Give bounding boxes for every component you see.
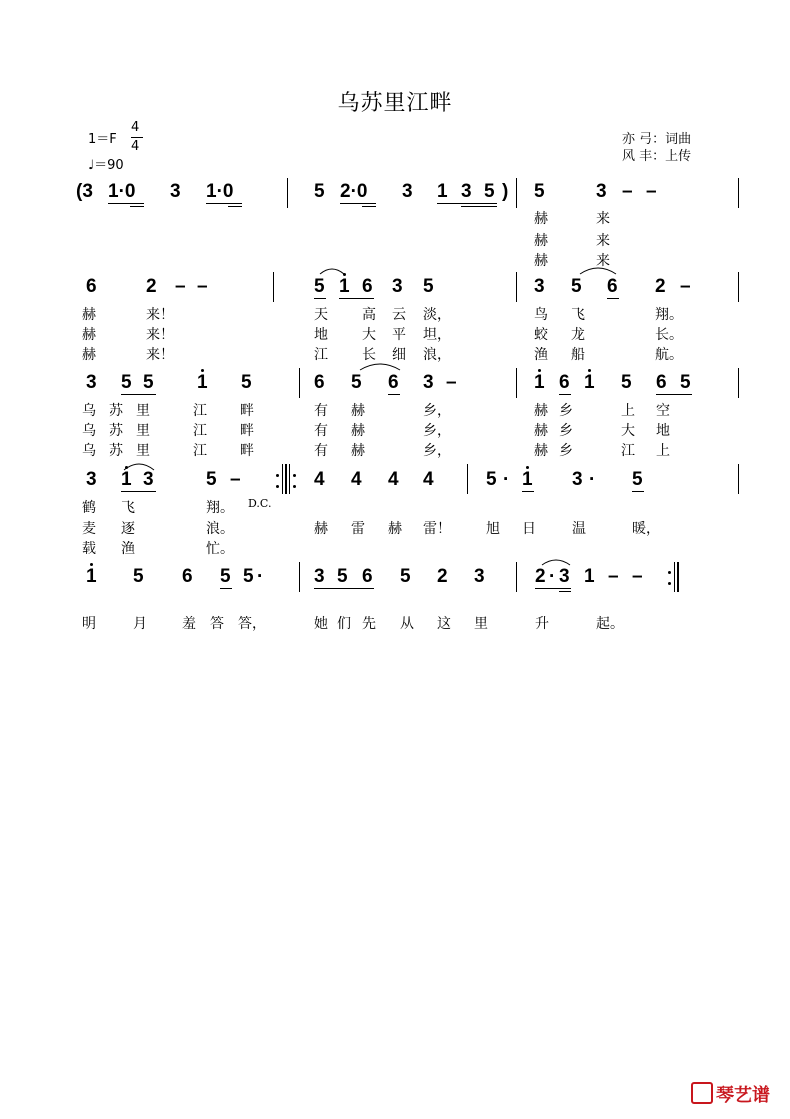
note: 6 — [388, 372, 399, 393]
underline — [228, 206, 242, 207]
time-signature-bottom: 4 — [131, 139, 140, 154]
lyric: 船 — [571, 347, 585, 363]
lyric: 有 — [314, 423, 328, 439]
site-logo[interactable] — [691, 1081, 770, 1107]
lyric: 大 — [362, 327, 376, 343]
dash: – — [632, 566, 643, 587]
barline — [282, 464, 283, 494]
lyric: 赫 — [534, 233, 548, 249]
lyric: 畔 — [240, 443, 254, 459]
note: 1·0 — [206, 181, 234, 202]
barline — [516, 178, 517, 208]
lyric: 这 — [437, 616, 451, 632]
lyric: 淡， — [423, 307, 451, 323]
lyric: 起。 — [596, 616, 624, 632]
underline — [607, 298, 619, 299]
high-octave-dot — [526, 466, 529, 469]
note: 5 — [243, 566, 254, 587]
dash: – — [646, 181, 657, 202]
underline — [559, 394, 571, 395]
lyric: 龙 — [571, 327, 585, 343]
lyric: 云 — [392, 307, 406, 323]
lyric: 翔。 — [655, 307, 683, 323]
lyric: 浪。 — [206, 521, 234, 537]
lyric: 翔。 — [206, 500, 234, 516]
lyric: 江 — [193, 443, 207, 459]
note: 3 — [402, 181, 413, 202]
lyric: 升 — [535, 616, 549, 632]
time-signature-top: 4 — [131, 120, 140, 135]
lyric: 乌 — [82, 403, 96, 419]
lyric: 赫 — [314, 521, 328, 537]
note: 6 — [656, 372, 667, 393]
barline-thick — [677, 562, 679, 592]
barline — [516, 368, 517, 398]
note: 3 — [314, 566, 325, 587]
dash: – — [622, 181, 633, 202]
high-octave-dot — [588, 369, 591, 372]
dash: – — [608, 566, 619, 587]
underline — [121, 491, 156, 492]
note: 3 — [143, 469, 154, 490]
lyric: 渔 — [534, 347, 548, 363]
lyric: 苏 — [109, 403, 123, 419]
note: 6 — [559, 372, 570, 393]
underline — [314, 298, 326, 299]
tempo-value: ＝90 — [94, 158, 124, 173]
note: 3 — [423, 372, 434, 393]
note: 4 — [351, 469, 362, 490]
lyric: 赫 — [534, 253, 548, 269]
underline — [206, 203, 242, 204]
note: 6 — [362, 276, 373, 297]
augmentation-dot: · — [503, 469, 510, 490]
lyric: 乡 — [559, 423, 573, 439]
note: 6 — [314, 372, 325, 393]
lyric: 地 — [314, 327, 328, 343]
note: 1 — [339, 276, 350, 297]
high-octave-dot — [201, 369, 204, 372]
lyric: 上 — [656, 443, 670, 459]
underline — [362, 206, 376, 207]
lyric: 飞 — [121, 500, 135, 516]
underline — [559, 591, 571, 592]
note: 3 — [572, 469, 583, 490]
underline — [314, 588, 374, 589]
underline — [108, 203, 144, 204]
barline — [299, 562, 300, 592]
note: 5 — [206, 469, 217, 490]
slur — [358, 358, 402, 372]
lyric: 大 — [621, 423, 635, 439]
underline — [461, 206, 497, 207]
note: 1 — [121, 469, 132, 490]
lyric: 细 — [392, 347, 406, 363]
lyric: 来 — [596, 211, 610, 227]
note: 3 — [534, 276, 545, 297]
logo-icon — [691, 1082, 713, 1104]
note: 5 — [621, 372, 632, 393]
lyric: 空 — [656, 403, 670, 419]
lyric: 江 — [314, 347, 328, 363]
note: (3 — [76, 181, 93, 202]
lyric: 乌 — [82, 443, 96, 459]
lyric: 鸟 — [534, 307, 548, 323]
note: 5 — [486, 469, 497, 490]
note: 6 — [607, 276, 618, 297]
credit-uploader: 风 丰：上传 — [622, 149, 692, 164]
lyric: 来！ — [146, 347, 174, 363]
lyric: 赫 — [534, 443, 548, 459]
note: 3 — [86, 469, 97, 490]
lyric: 月 — [133, 616, 147, 632]
dash: – — [197, 276, 208, 297]
logo-text: 琴艺谱 — [716, 1085, 770, 1106]
repeat-dot — [293, 474, 296, 477]
lyric: 来 — [596, 253, 610, 269]
note: 1 — [584, 372, 595, 393]
dash: – — [230, 469, 241, 490]
note: 5 — [121, 372, 132, 393]
barline — [273, 272, 274, 302]
dash: – — [446, 372, 457, 393]
underline — [535, 588, 571, 589]
note: 4 — [423, 469, 434, 490]
lyric: 航。 — [655, 347, 683, 363]
dash: – — [175, 276, 186, 297]
augmentation-dot: · — [257, 566, 264, 587]
lyric: 苏 — [109, 423, 123, 439]
lyric: 赫 — [534, 403, 548, 419]
paren: ) — [502, 181, 509, 202]
lyric: 江 — [621, 443, 635, 459]
note: 3 — [86, 372, 97, 393]
repeat-dot — [276, 485, 279, 488]
lyric: 乌 — [82, 423, 96, 439]
credit-composer: 亦 弓：词曲 — [622, 132, 692, 147]
note: 2 — [146, 276, 157, 297]
lyric: 暖， — [632, 521, 660, 537]
lyric: 来！ — [146, 327, 174, 343]
lyric: 上 — [621, 403, 635, 419]
lyric: 平 — [392, 327, 406, 343]
lyric: 赫 — [82, 307, 96, 323]
lyric: 长 — [362, 347, 376, 363]
repeat-dot — [276, 474, 279, 477]
lyric: 鹤 — [82, 500, 96, 516]
barline — [516, 272, 517, 302]
lyric: 赫 — [534, 211, 548, 227]
high-octave-dot — [538, 369, 541, 372]
note: 2·0 — [340, 181, 368, 202]
lyric: 乡， — [423, 443, 451, 459]
dc-marking: D.C. — [248, 497, 272, 510]
slur — [318, 264, 346, 276]
lyric: 先 — [362, 616, 376, 632]
lyric: 高 — [362, 307, 376, 323]
note: 4 — [388, 469, 399, 490]
lyric: 答， — [238, 616, 266, 632]
lyric: 里 — [136, 403, 150, 419]
barline — [674, 562, 675, 592]
note: 2 — [535, 566, 546, 587]
note: 5 — [423, 276, 434, 297]
repeat-dot — [668, 582, 671, 585]
note: 5 — [400, 566, 411, 587]
note: 3 — [596, 181, 607, 202]
underline — [522, 491, 534, 492]
lyric: 赫 — [351, 423, 365, 439]
lyric: 乡 — [559, 443, 573, 459]
note: 5 — [314, 276, 325, 297]
lyric: 日 — [522, 521, 536, 537]
lyric: 羞 — [182, 616, 196, 632]
note: 3 — [474, 566, 485, 587]
lyric: 江 — [193, 423, 207, 439]
repeat-dot — [668, 571, 671, 574]
underline — [656, 394, 692, 395]
note: 4 — [314, 469, 325, 490]
lyric: 乡， — [423, 423, 451, 439]
barline — [299, 368, 300, 398]
high-octave-dot — [125, 466, 128, 469]
barline — [738, 464, 739, 494]
key-signature: 1＝F — [88, 132, 117, 147]
note: 5 — [337, 566, 348, 587]
high-octave-dot — [90, 563, 93, 566]
lyric: 赫 — [534, 423, 548, 439]
underline — [339, 298, 374, 299]
lyric: 浪， — [423, 347, 451, 363]
underline — [388, 394, 400, 395]
barline — [287, 178, 288, 208]
repeat-dot — [293, 485, 296, 488]
lyric: 明 — [82, 616, 96, 632]
barline — [516, 562, 517, 592]
slur — [578, 262, 618, 276]
note: 1 — [197, 372, 208, 393]
note: 6 — [362, 566, 373, 587]
note: 1·0 — [108, 181, 136, 202]
note: 6 — [182, 566, 193, 587]
time-signature-line — [131, 137, 143, 138]
quarter-note-icon: ♩ — [88, 158, 95, 173]
song-title: 乌苏里江畔 — [337, 91, 453, 116]
note: 5 — [484, 181, 495, 202]
lyric: 赫 — [82, 347, 96, 363]
note: 5 — [351, 372, 362, 393]
lyric: 里 — [474, 616, 488, 632]
lyric: 乡， — [423, 403, 451, 419]
lyric: 江 — [193, 403, 207, 419]
lyric: 长。 — [655, 327, 683, 343]
lyric: 赫 — [351, 403, 365, 419]
augmentation-dot: · — [589, 469, 596, 490]
lyric: 旭 — [486, 521, 500, 537]
lyric: 赫 — [351, 443, 365, 459]
lyric: 温 — [572, 521, 586, 537]
note: 6 — [86, 276, 97, 297]
barline — [467, 464, 468, 494]
underline — [220, 588, 232, 589]
lyric: 有 — [314, 403, 328, 419]
lyric: 雷 — [351, 521, 365, 537]
note: 5 — [220, 566, 231, 587]
lyric: 来！ — [146, 307, 174, 323]
note: 5 — [133, 566, 144, 587]
lyric: 来 — [596, 233, 610, 249]
lyric: 里 — [136, 423, 150, 439]
lyric: 载 — [82, 541, 96, 557]
note: 3 — [170, 181, 181, 202]
lyric: 麦 — [82, 521, 96, 537]
lyric: 赫 — [82, 327, 96, 343]
barline-thick — [285, 464, 287, 494]
barline — [738, 368, 739, 398]
barline — [738, 178, 739, 208]
note: 5 — [314, 181, 325, 202]
note: 3 — [392, 276, 403, 297]
augmentation-dot: · — [549, 566, 556, 587]
lyric: 乡 — [559, 403, 573, 419]
underline — [340, 203, 376, 204]
note: 5 — [534, 181, 545, 202]
barline — [289, 464, 290, 494]
lyric: 蛟 — [534, 327, 548, 343]
note: 1 — [584, 566, 595, 587]
lyric: 雷！ — [423, 521, 451, 537]
lyric: 坦， — [423, 327, 451, 343]
lyric: 渔 — [121, 541, 135, 557]
lyric: 逐 — [121, 521, 135, 537]
note: 2 — [655, 276, 666, 297]
note: 1 — [534, 372, 545, 393]
note: 1 — [86, 566, 97, 587]
note: 5 — [680, 372, 691, 393]
lyric: 畔 — [240, 403, 254, 419]
lyric: 有 — [314, 443, 328, 459]
note: 5 — [632, 469, 643, 490]
underline — [632, 491, 644, 492]
lyric: 们 — [337, 616, 351, 632]
note: 3 — [559, 566, 570, 587]
dash: – — [680, 276, 691, 297]
note: 2 — [437, 566, 448, 587]
lyric: 畔 — [240, 423, 254, 439]
underline — [130, 206, 144, 207]
lyric: 飞 — [571, 307, 585, 323]
lyric: 答 — [210, 616, 224, 632]
lyric: 她 — [314, 616, 328, 632]
note: 5 — [241, 372, 252, 393]
note: 5 — [143, 372, 154, 393]
note: 5 — [571, 276, 582, 297]
lyric: 赫 — [388, 521, 402, 537]
lyric: 忙。 — [206, 541, 234, 557]
note: 1 — [522, 469, 533, 490]
tempo-marking — [88, 154, 124, 173]
lyric: 里 — [136, 443, 150, 459]
lyric: 地 — [656, 423, 670, 439]
note: 1 — [437, 181, 448, 202]
lyric: 从 — [400, 616, 414, 632]
lyric: 苏 — [109, 443, 123, 459]
note: 3 — [461, 181, 472, 202]
lyric: 天 — [314, 307, 328, 323]
underline — [437, 203, 497, 204]
underline — [121, 394, 156, 395]
barline — [738, 272, 739, 302]
